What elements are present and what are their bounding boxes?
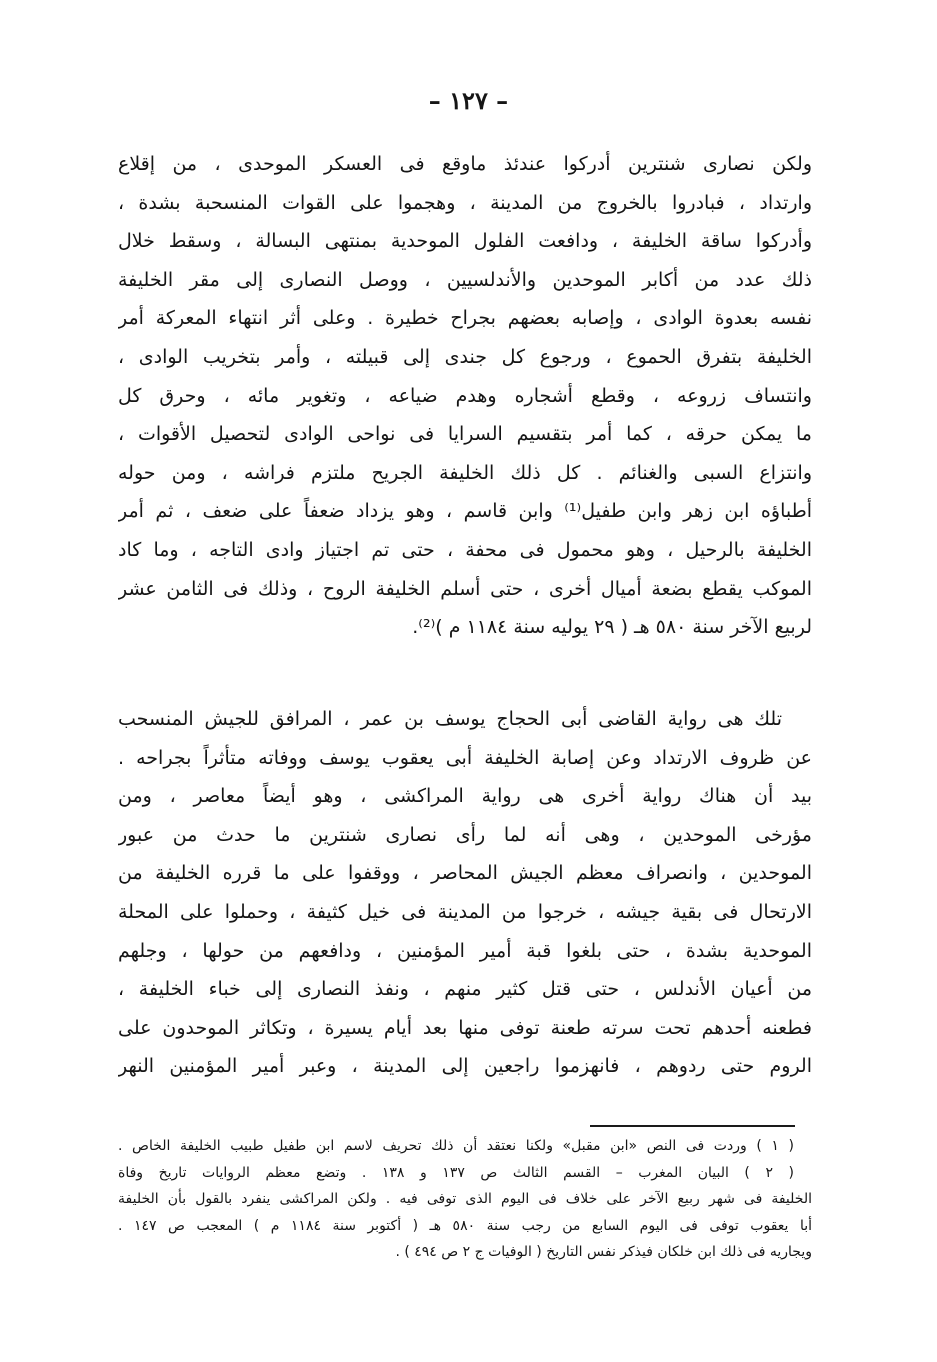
text-line: وارتداد ، فبادروا بالخروج من المدينة ، وهجموا على القوات المنسحبة بشدة ، [118, 191, 812, 214]
footnotes [118, 1133, 812, 1266]
paragraph-2 [118, 700, 812, 1086]
text-line: لربيع الآخر سنة ٥٨٠ هـ ( ٢٩ يوليه سنة ١١٨٤ م )⁽²⁾. [412, 616, 812, 639]
footnote-divider [590, 1125, 795, 1127]
footnote-2: ( ٢ ) البيان المغرب – القسم الثالث ص ١٣٧ و ١٣٨ . وتضع معظم الروايات تاريخ وفاة [118, 1164, 794, 1181]
text-line: فطعنه أحدهم تحت سرته طعنة توفى منها بعد أيام يسيرة ، وتكاثر الموحدون على [118, 1016, 812, 1039]
text-line: الخليفة بتفرق الحموع ، ورجوع كل جندى إلى قبيلته ، وأمر بتخريب الوادى ، [118, 345, 812, 368]
text-line: من أعيان الأندلس ، حتى قتل كثير منهم ، ونفذ النصارى إلى خباء الخليفة ، [118, 978, 812, 1001]
text-line: الروم حتى ردوهم ، فانهزموا راجعين إلى المدينة ، وعبر أمير المؤمنين النهر [118, 1055, 812, 1078]
text-line: وانتزاع السبى والغنائم . كل ذلك الخليفة الجريح ملتزم فراشه ، ومن حوله [118, 461, 812, 484]
text-line: وأدركوا ساقة الخليفة ، ودافعت الفلول الموحدية بمنتهى البسالة ، وسقط خلال [118, 230, 812, 253]
footnote-2-continuation: أبا يعقوب توفى فى اليوم السابع من رجب سنة ٥٨٠ هـ ( أكتوبر سنة ١١٨٤ م ) المعجب ص ١٤٧ . [118, 1217, 812, 1234]
footnote-2-continuation: ويجاريه فى ذلك ابن خلكان فيذكر نفس التاريخ ( الوفيات ج ٢ ص ٤٩٤ ) . [395, 1244, 812, 1260]
text-line: مؤرخى الموحدين ، وهى أنه لما رأى نصارى شنترين ما حدث من عبور [118, 823, 812, 846]
paragraph-1 [118, 145, 812, 647]
text-line: نفسه بعدوة الوادى ، وإصابه بعضهم بجراح خطيرة . وعلى أثر انتهاء المعركة أمر [118, 307, 812, 330]
text-line: الخليفة بالرحيل ، وهو محمول فى محفة ، حتى تم اجتياز وادى التاجه ، وما كاد [118, 538, 812, 561]
footnote-2-continuation: الخليفة فى شهر ربيع الآخر على خلاف فى اليوم الذى توفى فيه . ولكن المراكشى ينفرد بالقول بأن الخليفة [118, 1191, 812, 1207]
text-line: الموحدية بشدة ، حتى بلغوا قبة أمير المؤمنين ، ودافعهم من حولها ، وجلهم [118, 939, 812, 962]
text-line: تلك هى رواية القاضى أبى الحجاج يوسف بن عمر ، المرافق للجيش المنسحب [118, 708, 782, 730]
footnote-1: ( ١ ) وردت فى النص «ابن مقبل» ولكنا نعتقد أن ذلك تحريف لاسم ابن طفيل طبيب الخليفة الخاص . [118, 1138, 794, 1154]
text-line: وانتساف زروعه ، وقطع أشجاره وهدم ضياعه ، وتغوير مائه ، وحرق كل [118, 384, 812, 407]
text-line: ولكن نصارى شنترين أدركوا عندئذ ماوقع فى العسكر الموحدى ، من إقلاع [118, 153, 812, 175]
text-line: عن ظروف الارتداد وعن إصابة الخليفة أبى يعقوب يوسف ووفاته متأثراً بجراحه . [118, 746, 812, 769]
text-line: ذلك عدد من أكابر الموحدين والأندلسيين ، ووصل النصارى إلى مقر الخليفة [118, 268, 812, 291]
page-number: – ١٢٧ – [428, 86, 509, 115]
text-line: الموكب يقطع بضعة أميال أخرى ، حتى أسلم الخليفة الروح ، وذلك فى الثامن عشر [118, 577, 812, 600]
text-line: أطباؤه ابن زهر وابن طفيل⁽¹⁾ وابن قاسم ، وهو يزداد ضعفاً على ضعف ، ثم أمر [118, 500, 812, 523]
text-line: الموحدين ، وانصراف معظم الجيش المحاصر ، ووقفوا على ما قرره الخليفة من [118, 862, 812, 885]
text-line: بيد أن هناك رواية أخرى هى رواية المراكشى ، وهو أيضاً معاصر ، ومن [118, 785, 812, 808]
text-line: الارتحال فى بقية جيشه ، خرجوا من المدينة فى خيل كثيفة ، وحملوا على المحلة [118, 900, 812, 923]
text-line: ما يمكن حرقه ، كما أمر بتقسيم السرايا فى نواحى الوادى لتحصيل الأقوات ، [118, 423, 812, 446]
